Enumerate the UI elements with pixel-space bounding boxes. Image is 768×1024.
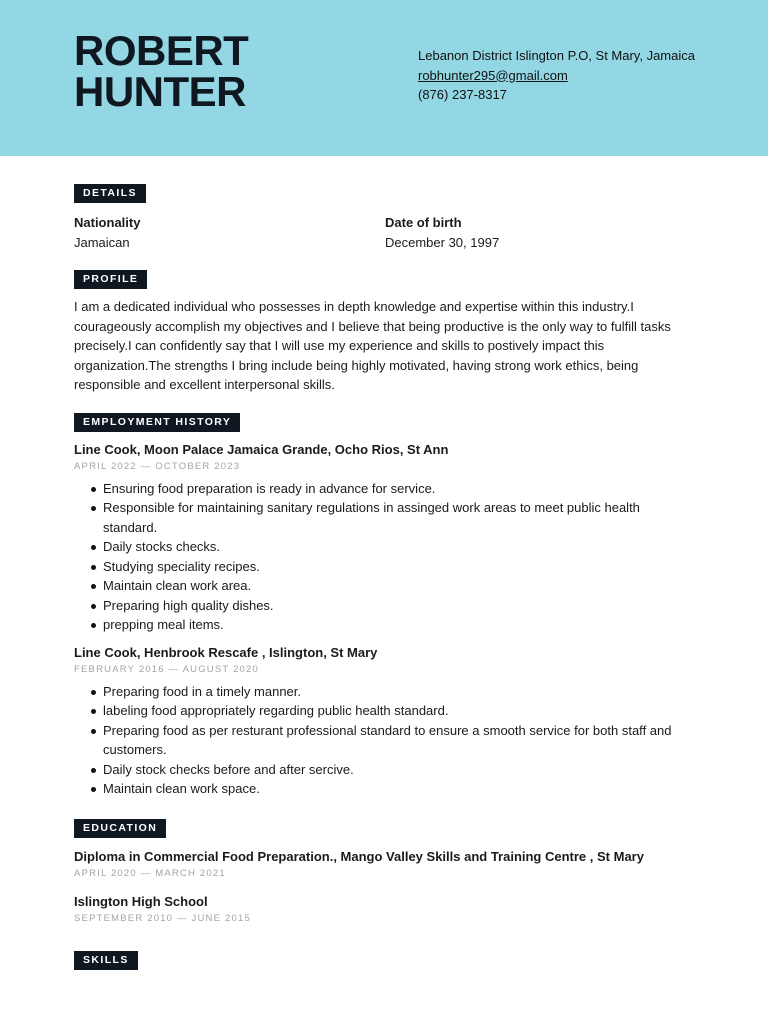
nationality-label: Nationality	[74, 215, 141, 230]
duty-item: Responsible for maintaining sanitary regulations in assinged work areas to meet public health standard.	[74, 498, 696, 537]
education-dates: SEPTEMBER 2010 — JUNE 2015	[74, 912, 251, 924]
duty-item: Daily stocks checks.	[74, 537, 696, 557]
duty-item: Maintain clean work area.	[74, 576, 696, 596]
nationality	[74, 213, 385, 252]
duty-item: Daily stock checks before and after sercive.	[74, 760, 696, 780]
contact-info	[418, 46, 695, 105]
duty-item: Studying speciality recipes.	[74, 557, 696, 577]
employment-heading: EMPLOYMENT HISTORY	[74, 413, 240, 432]
name-last: HUNTER	[74, 68, 246, 115]
profile-section	[74, 269, 696, 395]
job-dates: APRIL 2022 — OCTOBER 2023	[74, 460, 241, 472]
skills-section	[74, 950, 696, 970]
job-entry	[74, 441, 696, 635]
name-first: ROBERT	[74, 27, 249, 74]
phone: (876) 237-8317	[418, 87, 507, 102]
duty-item: Preparing high quality dishes.	[74, 596, 696, 616]
duty-item: prepping meal items.	[74, 615, 696, 635]
education-entry	[74, 893, 696, 925]
duty-item: Preparing food as per resturant professional standard to ensure a smooth service for both staff and customers.	[74, 721, 696, 760]
date-of-birth	[385, 213, 696, 252]
job-title: Line Cook, Moon Palace Jamaica Grande, Ocho Rios, St Ann	[74, 441, 449, 457]
duty-item: Ensuring food preparation is ready in advance for service.	[74, 479, 696, 499]
address: Lebanon District Islington P.O, St Mary, Jamaica	[418, 48, 695, 63]
employment-section	[74, 412, 696, 799]
duty-item: Maintain clean work space.	[74, 779, 696, 799]
dob-value: December 30, 1997	[385, 234, 500, 250]
profile-text: I am a dedicated individual who possesses in depth knowledge and expertise within this industry.I courageously accomplish my objectives and I believe that being productive is the only way to fulfill tasks precisely.I can confidently say that I will use my experience and skills to postively impact this organization.The strengths I bring include being highly motivated, having strong work ethics, being responsible and excellent interpersonal skills.	[74, 299, 671, 392]
education-entry	[74, 848, 696, 880]
details-section	[74, 183, 696, 252]
education-title: Islington High School	[74, 893, 208, 909]
duty-item: labeling food appropriately regarding public health standard.	[74, 701, 696, 721]
resume-header	[0, 0, 768, 156]
education-title: Diploma in Commercial Food Preparation., Mango Valley Skills and Training Centre , St Mary	[74, 848, 644, 864]
job-duties	[74, 479, 696, 635]
education-section	[74, 818, 696, 925]
profile-heading: PROFILE	[74, 270, 147, 289]
education-heading: EDUCATION	[74, 819, 166, 838]
dob-label: Date of birth	[385, 215, 462, 230]
job-title: Line Cook, Henbrook Rescafe , Islington, St Mary	[74, 644, 378, 660]
job-duties	[74, 682, 696, 799]
candidate-name	[74, 27, 249, 115]
education-dates: APRIL 2020 — MARCH 2021	[74, 867, 226, 879]
details-heading: DETAILS	[74, 184, 146, 203]
nationality-value: Jamaican	[74, 234, 130, 250]
job-entry	[74, 644, 696, 799]
duty-item: Preparing food in a timely manner.	[74, 682, 696, 702]
job-dates: FEBRUARY 2016 — AUGUST 2020	[74, 663, 260, 675]
email-link[interactable]: robhunter295@gmail.com	[418, 67, 568, 83]
resume-body	[74, 183, 696, 970]
skills-heading: SKILLS	[74, 951, 138, 970]
